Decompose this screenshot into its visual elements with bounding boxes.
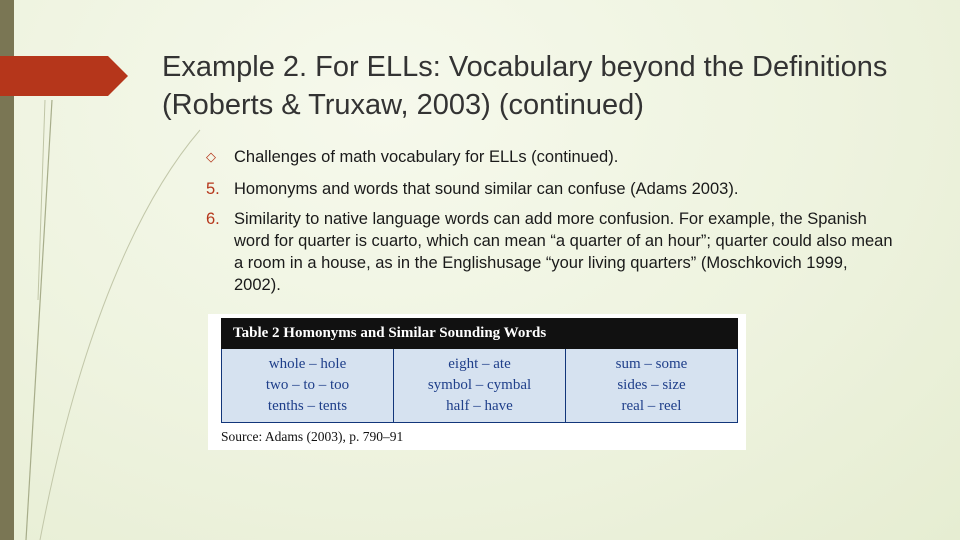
table-cell: whole – hole — [268, 356, 347, 372]
homonyms-table — [208, 314, 746, 450]
table-cell: sum – some — [615, 356, 688, 372]
title-accent-arrow — [0, 56, 128, 96]
table-cell: eight – ate — [448, 356, 511, 372]
slide-title: Example 2. For ELLs: Vocabulary beyond the Definitions (Roberts & Truxaw, 2003) (continued) — [162, 51, 888, 121]
table-column-1 — [222, 349, 394, 422]
table-cell: real – reel — [621, 398, 682, 414]
table-body — [221, 349, 738, 423]
table-cell: symbol – cymbal — [427, 377, 532, 393]
table-heading: Table 2 Homonyms and Similar Sounding Words — [221, 318, 738, 349]
table-cell: two – to – too — [265, 377, 350, 393]
item-text: Similarity to native language words can add more confusion. For example, the Spanish word for quarter is cuarto, which can mean “a quarter of an hour”; quarter could also mean a room in a house, as in the Englishusage “your living quarters” (Moschkovich 1999, 2002). — [234, 210, 893, 294]
bullet-item — [206, 146, 896, 168]
bullet-text: Challenges of math vocabulary for ELLs (continued). — [234, 148, 619, 166]
table-column-2 — [394, 349, 566, 422]
table-source: Source: Adams (2003), p. 790–91 — [221, 429, 404, 444]
table-column-3 — [566, 349, 737, 422]
numbered-item-6 — [206, 208, 896, 296]
diamond-outline-icon: ◇ — [206, 149, 216, 164]
table-cell: sides – size — [617, 377, 686, 393]
numbered-item-5 — [206, 178, 896, 200]
item-number: 5. — [206, 180, 220, 198]
table-cell: tenths – tents — [267, 398, 348, 414]
table-cell: half – have — [446, 398, 513, 414]
slide-content — [206, 146, 896, 304]
item-number: 6. — [206, 210, 220, 228]
item-text: Homonyms and words that sound similar can confuse (Adams 2003). — [234, 180, 739, 198]
